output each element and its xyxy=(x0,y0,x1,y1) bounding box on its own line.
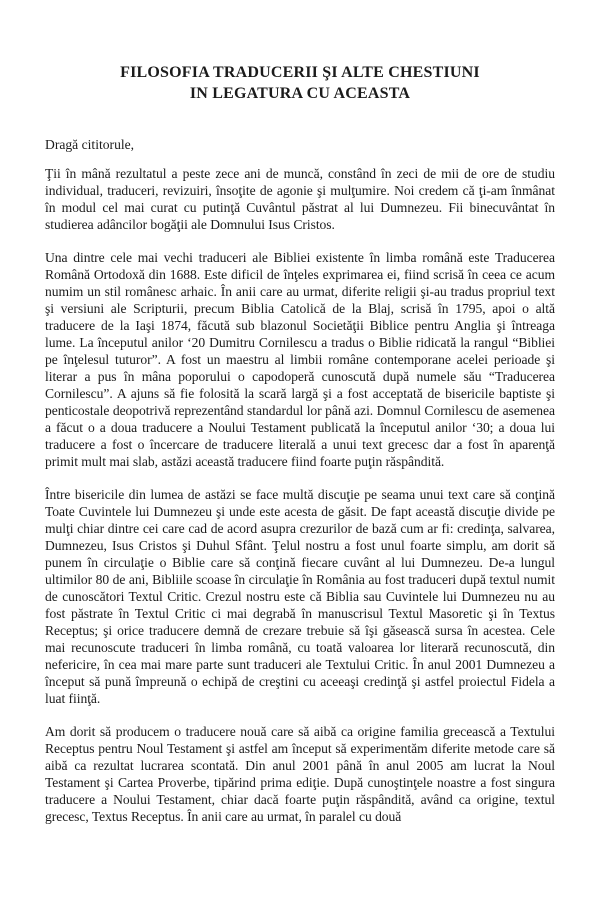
title-line-1: FILOSOFIA TRADUCERII ŞI ALTE CHESTIUNI xyxy=(120,64,480,81)
title-line-2: IN LEGATURA CU ACEASTA xyxy=(189,85,411,102)
paragraph-new-translation: Am dorit să producem o traducere nouă care să aibă ca origine familia grecească a Textului Receptus pentru Noul Testament şi astfel am început să experimentăm diferite metode care să aibă ca rezultat lucrarea scontată. Din anul 2001 până în anul 2005 am lucrat la Noul Testament şi Cartea Proverbe, tipărind prima ediţie. După cunoştinţele noastre a fost singura traducere a Noului Testament, chiar dacă foarte puţin răspândită, având ca origine, textul grecesc, Textus Receptus. În anii care au urmat, în paralel cu două xyxy=(45,724,555,824)
salutation: Dragă cititorule, xyxy=(45,137,135,152)
page-title xyxy=(45,62,555,104)
paragraph-intro: Ţii în mână rezultatul a peste zece ani de muncă, constând în zeci de mii de ore de studiu individual, traduceri, revizuiri, însoţite de agonie şi mulţumire. Noi credem că ţi-am înmânat în modul cel mai curat cu putinţă Cuvântul păstrat al lui Dumnezeu. Fii binecuvântat în studierea adâncilor bogăţii ale Domnului Isus Cristos. xyxy=(45,166,555,232)
paragraph-textual-debate: Între bisericile din lumea de astăzi se face multă discuţie pe seama unui text care să conţină Toate Cuvintele lui Dumnezeu şi unde este acesta de găsit. De fapt această discuţie divide pe mulţi chiar dintre cei care cad de acord asupra crezurilor de bază cum ar fi: credinţa, salvarea, Dumnezeu, Isus Cristos şi Duhul Sfânt. Ţelul nostru a fost unul foarte simplu, am dorit să punem în circulaţie o Biblie care să conţină fiecare cuvânt al lui Dumnezeu. De-a lungul ultimilor 80 de ani, Bibliile scoase în circulaţie în România au fost traduceri după textul numit de cunoscători Textul Critic. Crezul nostru este că Biblia sau Cuvintele lui Dumnezeu nu au fost păstrate în Textul Critic ci mai degrabă în manuscrisul Textul Masoretic şi în Textus Receptus; şi orice traducere demnă de crezare trebuie să îşi găsească sursa în acestea. Cele mai recunoscute traduceri în limba română, cu toată valoarea lor literară recunoscută, din nefericire, în cea mai mare parte sunt traduceri ale Textului Critic. În anul 2001 Dumnezeu a început să pună împreună o echipă de creştini cu aceeaşi credinţă şi astfel proiectul Fidela a luat fiinţă. xyxy=(45,487,555,706)
paragraph-history: Una dintre cele mai vechi traduceri ale Bibliei existente în limba română este Traducerea Română Ortodoxă din 1688. Este dificil de înţeles exprimarea ei, fiind scrisă în ceea ce acum numim un stil românesc arhaic. În anii care au urmat, diferite religii şi-au tradus propriul text şi versiuni ale Scripturii, precum Biblia Catolică de la Blaj, scrisă în 1795, apoi o altă traducere de la Iaşi 1874, făcută sub blazonul Societăţii Biblice pentru Anglia şi întreaga lume. La începutul anilor ‘20 Dumitru Cornilescu a tradus o Biblie ridicată la rangul “Bibliei pe înţelesul tuturor”. A fost un maestru al limbii române contemporane acelei perioade şi literar a pus în mâna poporului o capodoperă cunoscută după numele său “Traducerea Cornilescu”. A ajuns să fie folosită la scară largă şi a fost acceptată de bisericile baptiste şi penticostale deopotrivă reprezentând standardul lor până azi. Domnul Cornilescu de asemenea a făcut o a doua traducere a Noului Testament publicată la începutul anilor ‘30; a doua lui traducere a fost o încercare de traducere literală a unui text grecesc dar a fost în aparenţă primit mult mai slab, astăzi această traducere fiind foarte puţin răspândită. xyxy=(45,250,555,469)
